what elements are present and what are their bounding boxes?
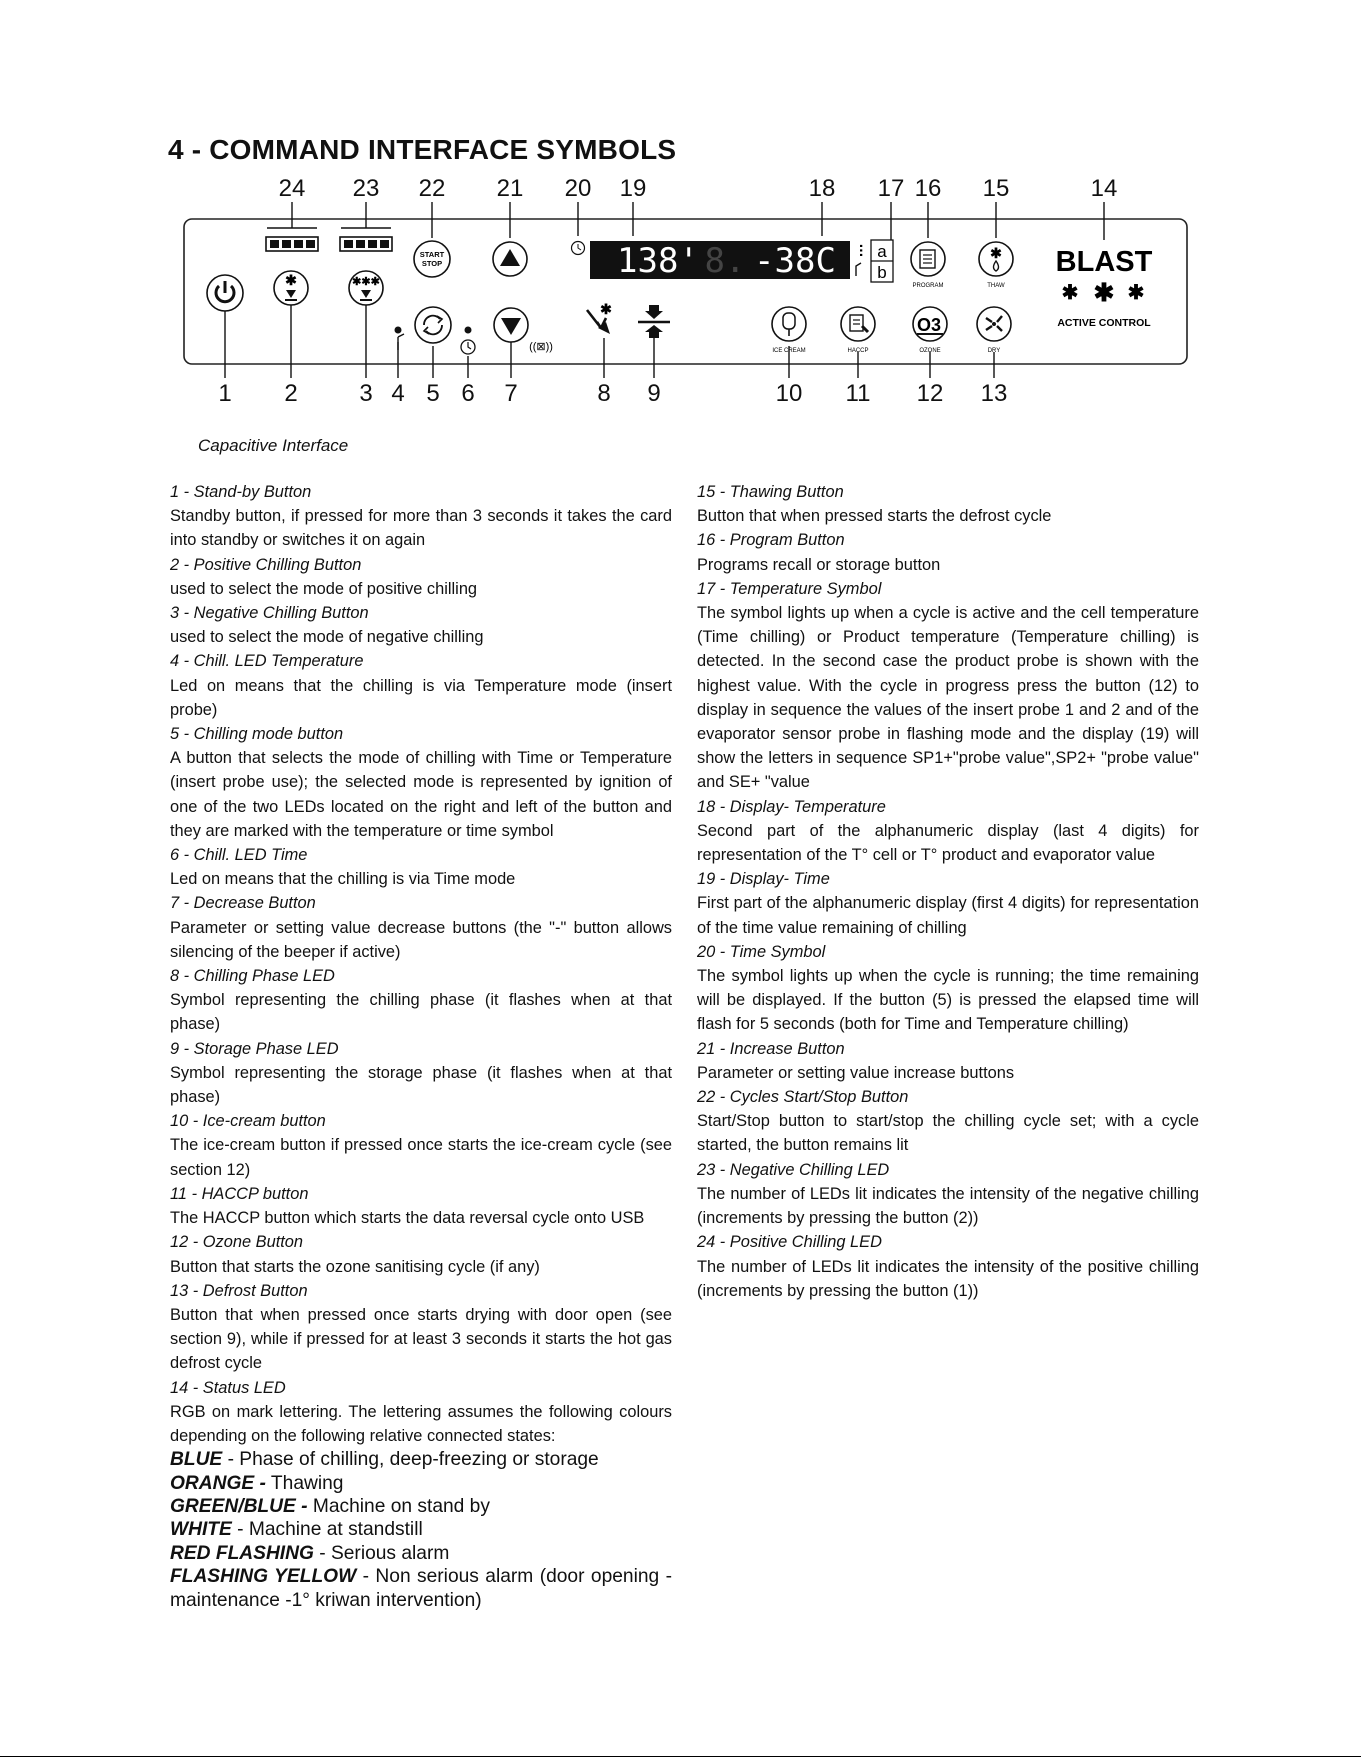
ice-cream-icon bbox=[783, 313, 795, 329]
svg-text:((⊠)): ((⊠)) bbox=[529, 341, 553, 353]
entry-heading: 24 - Positive Chilling LED bbox=[697, 1233, 882, 1252]
svg-text:HACCP: HACCP bbox=[847, 348, 869, 354]
description-entry bbox=[697, 940, 1199, 1037]
entry-heading: 23 - Negative Chilling LED bbox=[697, 1160, 890, 1179]
entry-body: Led on means that the chilling is via Time mode bbox=[170, 870, 516, 889]
chilling-mode-button[interactable] bbox=[415, 307, 451, 343]
snowflake-icon: ✱ bbox=[1127, 282, 1145, 304]
time-symbol-icon bbox=[572, 242, 585, 255]
callout-12: 12 bbox=[916, 380, 944, 407]
callout-20: 20 bbox=[564, 175, 592, 202]
thermometer-icon: ⫶ bbox=[858, 244, 864, 261]
callout-16: 16 bbox=[914, 175, 942, 202]
positive-chilling-button[interactable] bbox=[274, 271, 308, 305]
top-callout-numbers bbox=[279, 175, 1118, 202]
entry-body: Button that starts the ozone sanitising cycle (if any) bbox=[170, 1257, 540, 1276]
svg-text:a: a bbox=[877, 242, 887, 261]
entry-body: used to select the mode of negative chilling bbox=[170, 628, 484, 647]
description-entry bbox=[170, 1230, 672, 1278]
usb-document-icon bbox=[850, 315, 863, 331]
triple-snowflake-icon: ✱✱✱ bbox=[352, 276, 380, 288]
status-state-row bbox=[170, 1472, 672, 1495]
negative-chilling-button[interactable] bbox=[349, 271, 383, 305]
description-entry bbox=[697, 1085, 1199, 1158]
alphanumeric-display bbox=[590, 241, 850, 281]
entry-body: used to select the mode of positive chilling bbox=[170, 579, 478, 598]
snowflake-icon: ✱ bbox=[285, 272, 297, 288]
callout-23: 23 bbox=[352, 175, 380, 202]
entry-body: Parameter or setting value increase buttons bbox=[697, 1063, 1015, 1082]
callout-13: 13 bbox=[980, 380, 1008, 407]
entry-body: Programs recall or storage button bbox=[697, 555, 941, 574]
description-entry bbox=[697, 795, 1199, 868]
entry-heading: 11 - HACCP button bbox=[170, 1184, 309, 1203]
entry-body: The number of LEDs lit indicates the intensity of the negative chilling (increments by pressing the button (2)) bbox=[697, 1184, 1199, 1228]
entry-heading: 5 - Chilling mode button bbox=[170, 725, 344, 744]
positive-chilling-led-bar bbox=[266, 237, 318, 251]
entry-body: Symbol representing the chilling phase (it flashes when at that phase) bbox=[170, 991, 672, 1034]
entry-heading: 18 - Display- Temperature bbox=[697, 797, 886, 816]
right-column bbox=[697, 480, 1199, 1303]
start-stop-button[interactable] bbox=[414, 241, 450, 277]
entry-body: Standby button, if pressed for more than 3 seconds it takes the card into standby or switches it on again bbox=[170, 507, 672, 550]
description-entry bbox=[697, 1158, 1199, 1231]
standby-button[interactable] bbox=[207, 275, 243, 311]
status-state-value: - Serious alarm bbox=[313, 1542, 450, 1564]
entry-heading: 7 - Decrease Button bbox=[170, 894, 316, 913]
callout-8: 8 bbox=[597, 380, 611, 407]
status-led-lettering bbox=[1056, 246, 1153, 329]
svg-text:THAW: THAW bbox=[987, 283, 1005, 289]
svg-text:DRY: DRY bbox=[987, 348, 1001, 354]
entry-body: Led on means that the chilling is via Temperature mode (insert probe) bbox=[170, 676, 672, 719]
brand-subtitle: ACTIVE CONTROL bbox=[1057, 317, 1151, 329]
description-entry bbox=[170, 553, 672, 601]
status-state-row bbox=[170, 1542, 672, 1565]
description-entry bbox=[170, 480, 672, 553]
callout-3: 3 bbox=[359, 380, 373, 407]
description-entry bbox=[170, 964, 672, 1037]
status-state-value: Machine on stand by bbox=[307, 1495, 490, 1517]
left-column bbox=[170, 480, 672, 1614]
entry-body: The ice-cream button if pressed once starts the ice-cream cycle (see section 12) bbox=[170, 1136, 672, 1179]
entry-heading: 14 - Status LED bbox=[170, 1378, 286, 1397]
entry-heading: 17 - Temperature Symbol bbox=[697, 579, 882, 598]
entry-heading: 8 - Chilling Phase LED bbox=[170, 967, 335, 986]
description-entry bbox=[170, 1376, 672, 1449]
entry-heading: 12 - Ozone Button bbox=[170, 1233, 304, 1252]
svg-text:STOP: STOP bbox=[421, 259, 443, 268]
callout-19: 19 bbox=[619, 175, 647, 202]
snowflake-icon: ✱ bbox=[1061, 282, 1079, 304]
entry-body: Second part of the alphanumeric display (last 4 digits) for representation of the T° cell or T° product and evaporator value bbox=[697, 821, 1199, 865]
entry-heading: 15 - Thawing Button bbox=[697, 483, 844, 501]
mute-beeper-icon bbox=[529, 341, 553, 353]
entry-heading: 16 - Program Button bbox=[697, 531, 845, 550]
description-entry bbox=[170, 649, 672, 722]
entry-heading: 1 - Stand-by Button bbox=[170, 483, 312, 501]
callout-22: 22 bbox=[418, 175, 446, 202]
description-entry bbox=[170, 1037, 672, 1110]
svg-text:OZONE: OZONE bbox=[919, 348, 941, 354]
description-entry bbox=[170, 1109, 672, 1182]
snowflake-icon: ✱ bbox=[600, 301, 612, 317]
status-states bbox=[170, 1448, 672, 1565]
entry-body: Start/Stop button to start/stop the chilling cycle set; with a cycle started, the button remains lit bbox=[697, 1112, 1199, 1155]
callout-2: 2 bbox=[284, 380, 298, 407]
status-state-key: ORANGE - bbox=[170, 1472, 266, 1494]
decrease-button[interactable] bbox=[494, 308, 528, 342]
callout-14: 14 bbox=[1090, 175, 1118, 202]
status-state-row bbox=[170, 1518, 672, 1541]
callout-24: 24 bbox=[278, 175, 306, 202]
entry-body: The number of LEDs lit indicates the intensity of the positive chilling (increments by pressing the button (1)) bbox=[697, 1257, 1199, 1300]
description-entry bbox=[170, 843, 672, 891]
callout-4: 4 bbox=[391, 380, 405, 407]
callout-9: 9 bbox=[647, 380, 661, 407]
display-time: 138' bbox=[617, 241, 699, 281]
description-entry bbox=[170, 1182, 672, 1230]
callout-7: 7 bbox=[504, 380, 518, 407]
callout-10: 10 bbox=[775, 380, 803, 407]
callout-15: 15 bbox=[982, 175, 1010, 202]
entry-heading: 20 - Time Symbol bbox=[697, 942, 826, 961]
snowflake-drop-icon: ✱ bbox=[990, 245, 1002, 261]
callout-5: 5 bbox=[426, 380, 440, 407]
svg-text:START: START bbox=[419, 250, 445, 259]
entry-heading: 22 - Cycles Start/Stop Button bbox=[697, 1088, 909, 1107]
entry-body: RGB on mark lettering. The lettering assumes the following colours depending on the following relative connected states: bbox=[170, 1402, 672, 1445]
diagram-caption: Capacitive Interface bbox=[198, 436, 349, 455]
status-state-key: RED FLASHING bbox=[170, 1542, 314, 1564]
description-entry bbox=[697, 1230, 1199, 1303]
entry-heading: 19 - Display- Time bbox=[697, 870, 830, 889]
entry-heading: 2 - Positive Chilling Button bbox=[170, 555, 362, 574]
page-title: 4 - COMMAND INTERFACE SYMBOLS bbox=[168, 134, 677, 165]
status-state-row bbox=[170, 1495, 672, 1518]
increase-button[interactable] bbox=[493, 242, 527, 276]
callout-17: 17 bbox=[877, 175, 905, 202]
status-state-last: FLASHING YELLOW - Non serious alarm (door opening - maintenance -1° kriwan intervention) bbox=[170, 1566, 672, 1612]
status-state-key: WHITE bbox=[170, 1519, 232, 1541]
entry-body: A button that selects the mode of chilling with Time or Temperature (insert probe use); the selected mode is represented by ignition of one of the two LEDs located on the right and left of the button and they are marked with the temperature or time symbol bbox=[170, 749, 672, 840]
status-state-key: BLUE bbox=[170, 1449, 223, 1471]
entry-body: Parameter or setting value decrease buttons (the "-" button allows silencing of the beeper if active) bbox=[170, 918, 672, 961]
description-entry bbox=[697, 528, 1199, 576]
description-entry bbox=[697, 867, 1199, 940]
description-entry bbox=[170, 1279, 672, 1376]
description-entry bbox=[170, 891, 672, 964]
description-entry bbox=[697, 1037, 1199, 1085]
svg-text:ICE CREAM: ICE CREAM bbox=[772, 348, 806, 354]
control-panel-diagram bbox=[0, 0, 1361, 420]
callout-11: 11 bbox=[845, 380, 871, 407]
page-bottom-rule bbox=[0, 1756, 1361, 1757]
entry-body: Button that when pressed starts the defrost cycle bbox=[697, 507, 1052, 526]
status-state-value: - Phase of chilling, deep-freezing or storage bbox=[222, 1449, 599, 1471]
brand-logo: BLAST bbox=[1055, 246, 1153, 278]
entry-body: The HACCP button which starts the data reversal cycle onto USB bbox=[170, 1209, 645, 1228]
svg-text:8.: 8. bbox=[704, 241, 746, 281]
callout-21: 21 bbox=[496, 175, 524, 202]
entry-body: First part of the alphanumeric display (first 4 digits) for representation of the time value remaining of chilling bbox=[697, 894, 1199, 937]
negative-chilling-led-bar bbox=[340, 237, 392, 251]
entry-body: Symbol representing the storage phase (it flashes when at that phase) bbox=[170, 1063, 672, 1107]
bottom-callout-numbers bbox=[218, 380, 1007, 407]
description-entry bbox=[697, 577, 1199, 795]
status-state-row bbox=[170, 1448, 672, 1471]
entry-heading: 3 - Negative Chilling Button bbox=[170, 604, 369, 623]
ozone-icon: O3 bbox=[916, 315, 942, 335]
entry-heading: 6 - Chill. LED Time bbox=[170, 846, 308, 865]
description-entry bbox=[697, 480, 1199, 528]
entry-heading: 9 - Storage Phase LED bbox=[170, 1039, 339, 1058]
description-entry bbox=[170, 601, 672, 649]
callout-1: 1 bbox=[218, 380, 232, 407]
entry-body: The symbol lights up when the cycle is running; the time remaining will be displayed. If the button (5) is pressed the elapsed time will flash for 5 seconds (both for Time and Temperature chilling) bbox=[697, 967, 1199, 1034]
entry-heading: 10 - Ice-cream button bbox=[170, 1112, 326, 1131]
entry-body: The symbol lights up when a cycle is active and the cell temperature (Time chilling) or Product temperature (Temperature chilling) is detected. In the second case the product probe is shown with the highest value. With the cycle in progress press the button (12) to display in sequence the values of the insert probe 1 and 2 and of the evaporator sensor probe in flashing mode and the display (19) will show the letters in sequence SP1+"probe value",SP2+ "probe value" and SE+ "value bbox=[697, 604, 1199, 792]
entry-heading: 21 - Increase Button bbox=[697, 1039, 845, 1058]
snowflake-icon: ✱ bbox=[1093, 279, 1115, 307]
status-state-key: GREEN/BLUE - bbox=[170, 1495, 308, 1517]
entry-heading: 4 - Chill. LED Temperature bbox=[170, 652, 364, 671]
entry-heading: 13 - Defrost Button bbox=[170, 1281, 308, 1300]
svg-text:b: b bbox=[877, 263, 887, 282]
svg-text:PROGRAM: PROGRAM bbox=[912, 283, 944, 289]
status-state-value: Thawing bbox=[265, 1472, 344, 1494]
callout-18: 18 bbox=[808, 175, 836, 202]
display-temperature: -38C bbox=[754, 241, 836, 281]
status-state-value: - Machine at standstill bbox=[231, 1519, 423, 1541]
callout-6: 6 bbox=[461, 380, 475, 407]
description-entry bbox=[170, 722, 672, 843]
entry-body: Button that when pressed once starts drying with door open (see section 9), while if pressed for at least 3 seconds it starts the hot gas defrost cycle bbox=[170, 1305, 672, 1373]
